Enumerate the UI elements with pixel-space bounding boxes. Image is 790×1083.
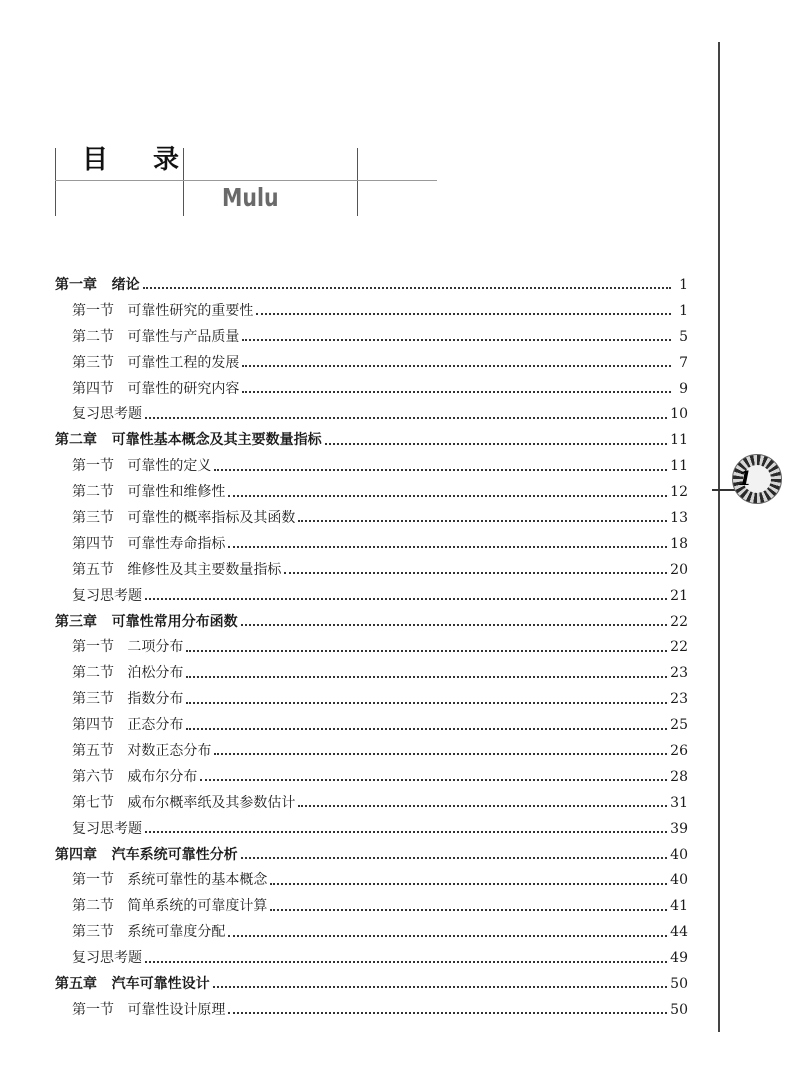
toc-entry-page: 50 xyxy=(670,1001,688,1018)
toc-section-entry[interactable] xyxy=(55,920,688,946)
toc-leader-dots xyxy=(256,312,671,315)
toc-entry-page: 40 xyxy=(670,872,688,889)
toc-entry-page: 11 xyxy=(670,458,688,475)
toc-leader-dots xyxy=(186,727,667,730)
page-title: 目 录 xyxy=(82,145,198,175)
toc-entry-label: 复习思考题 xyxy=(72,820,142,837)
toc-section-entry[interactable] xyxy=(55,661,688,687)
toc-entry-page: 1 xyxy=(679,277,688,293)
toc-leader-dots xyxy=(325,442,668,445)
toc-entry-label: 第一节 可靠性设计原理 xyxy=(72,1001,226,1018)
toc-entry-page: 28 xyxy=(670,768,688,785)
toc-entry-label: 第一节 二项分布 xyxy=(72,639,184,656)
toc-section-entry[interactable] xyxy=(55,351,688,377)
toc-leader-dots xyxy=(241,623,668,626)
toc-leader-dots xyxy=(145,416,667,419)
toc-entry-label: 第二节 可靠性与产品质量 xyxy=(72,328,240,345)
toc-chapter-entry[interactable] xyxy=(55,972,688,998)
toc-entry-page: 9 xyxy=(679,380,688,397)
toc-entry-page: 26 xyxy=(670,743,688,760)
toc-leader-dots xyxy=(200,778,667,781)
toc-entry-page: 22 xyxy=(670,639,688,656)
toc-leader-dots xyxy=(284,571,667,574)
toc-leader-dots xyxy=(214,752,667,755)
toc-entry-label: 第四节 正态分布 xyxy=(72,717,184,734)
page-number: 1 xyxy=(738,466,752,490)
toc-entry-page: 1 xyxy=(679,302,688,319)
toc-entry-label: 第四节 可靠性寿命指标 xyxy=(72,535,226,552)
toc-section-entry[interactable] xyxy=(55,506,688,532)
toc-section-entry[interactable] xyxy=(55,299,688,325)
toc-entry-label: 第五节 对数正态分布 xyxy=(72,743,212,760)
header-divider xyxy=(357,148,358,216)
toc-section-entry[interactable] xyxy=(55,998,688,1024)
toc-entry-page: 13 xyxy=(670,510,688,527)
toc-entry-label: 复习思考题 xyxy=(72,587,142,604)
toc-leader-dots xyxy=(213,985,668,988)
toc-chapter-entry[interactable] xyxy=(55,273,688,299)
toc-entry-label: 第四节 可靠性的研究内容 xyxy=(72,380,240,397)
toc-entry-page: 44 xyxy=(670,924,688,941)
toc-entry-page: 7 xyxy=(679,354,688,371)
toc-section-entry[interactable] xyxy=(55,687,688,713)
toc-entry-label: 第六节 威布尔分布 xyxy=(72,768,198,785)
toc-entry-label: 第二节 简单系统的可靠度计算 xyxy=(72,898,268,915)
toc-leader-dots xyxy=(298,519,667,522)
toc-entry-page: 40 xyxy=(670,846,688,863)
toc-entry-label: 第四章 汽车系统可靠性分析 xyxy=(55,846,238,863)
toc-section-entry[interactable] xyxy=(55,480,688,506)
toc-leader-dots xyxy=(186,701,667,704)
toc-leader-dots xyxy=(228,545,667,548)
toc-leader-dots xyxy=(242,390,671,393)
toc-section-entry[interactable] xyxy=(55,946,688,972)
toc-entry-page: 11 xyxy=(670,432,688,449)
toc-section-entry[interactable] xyxy=(55,817,688,843)
toc-entry-label: 第三章 可靠性常用分布函数 xyxy=(55,613,238,630)
header-divider xyxy=(55,148,56,216)
toc-leader-dots xyxy=(214,468,667,471)
toc-chapter-entry[interactable] xyxy=(55,428,688,454)
toc-entry-label: 第五章 汽车可靠性设计 xyxy=(55,976,210,993)
toc-entry-label: 第三节 系统可靠度分配 xyxy=(72,924,226,941)
toc-leader-dots xyxy=(186,649,667,652)
toc-leader-dots xyxy=(145,960,667,963)
toc-leader-dots xyxy=(270,908,667,911)
toc-entry-label: 复习思考题 xyxy=(72,950,142,967)
toc-entry-label: 第二节 泊松分布 xyxy=(72,665,184,682)
margin-rule xyxy=(718,42,720,1032)
toc-entry-page: 20 xyxy=(670,561,688,578)
page-subtitle: Mulu xyxy=(222,183,279,212)
toc-entry-page: 23 xyxy=(670,691,688,708)
toc-section-entry[interactable] xyxy=(55,868,688,894)
toc-leader-dots xyxy=(270,882,667,885)
toc-entry-page: 5 xyxy=(679,328,688,345)
toc-section-entry[interactable] xyxy=(55,532,688,558)
toc-section-entry[interactable] xyxy=(55,558,688,584)
toc-entry-page: 31 xyxy=(670,794,688,811)
toc-leader-dots xyxy=(145,830,667,833)
toc-entry-page: 23 xyxy=(670,665,688,682)
toc-entry-label: 第五节 维修性及其主要数量指标 xyxy=(72,561,282,578)
toc-entry-page: 22 xyxy=(670,613,688,630)
toc-entry-label: 第三节 可靠性的概率指标及其函数 xyxy=(72,510,296,527)
toc-entry-label: 第一节 可靠性研究的重要性 xyxy=(72,302,254,319)
toc-entry-label: 第一节 可靠性的定义 xyxy=(72,458,212,475)
toc-leader-dots xyxy=(242,364,671,367)
toc-leader-dots xyxy=(298,804,667,807)
toc-entry-page: 49 xyxy=(670,950,688,967)
toc-entry-page: 39 xyxy=(670,820,688,837)
toc-entry-label: 第二章 可靠性基本概念及其主要数量指标 xyxy=(55,432,322,449)
toc-entry-page: 18 xyxy=(670,535,688,552)
toc-entry-label: 第一节 系统可靠性的基本概念 xyxy=(72,872,268,889)
toc-section-entry[interactable] xyxy=(55,584,688,610)
toc-leader-dots xyxy=(228,1011,667,1014)
toc-leader-dots xyxy=(242,338,671,341)
toc-entry-page: 25 xyxy=(670,717,688,734)
toc-entry-page: 21 xyxy=(670,587,688,604)
toc-chapter-entry[interactable] xyxy=(55,843,688,869)
toc-entry-label: 第一章 绪论 xyxy=(55,277,140,293)
table-of-contents xyxy=(55,273,688,1024)
toc-leader-dots xyxy=(228,494,667,497)
toc-leader-dots xyxy=(241,856,668,859)
toc-section-entry[interactable] xyxy=(55,713,688,739)
toc-leader-dots xyxy=(186,675,667,678)
toc-entry-page: 41 xyxy=(670,898,688,915)
toc-entry-label: 第三节 指数分布 xyxy=(72,691,184,708)
toc-leader-dots xyxy=(145,597,667,600)
toc-section-entry[interactable] xyxy=(55,325,688,351)
toc-section-entry[interactable] xyxy=(55,454,688,480)
toc-entry-page: 50 xyxy=(670,976,688,993)
toc-leader-dots xyxy=(143,286,671,289)
toc-entry-label: 复习思考题 xyxy=(72,406,142,423)
toc-section-entry[interactable] xyxy=(55,791,688,817)
toc-entry-label: 第三节 可靠性工程的发展 xyxy=(72,354,240,371)
toc-leader-dots xyxy=(228,934,667,937)
toc-section-entry[interactable] xyxy=(55,765,688,791)
toc-section-entry[interactable] xyxy=(55,739,688,765)
toc-section-entry[interactable] xyxy=(55,635,688,661)
toc-section-entry[interactable] xyxy=(55,402,688,428)
toc-section-entry[interactable] xyxy=(55,377,688,403)
toc-entry-page: 10 xyxy=(670,406,688,423)
toc-entry-page: 12 xyxy=(670,484,688,501)
toc-section-entry[interactable] xyxy=(55,894,688,920)
toc-chapter-entry[interactable] xyxy=(55,610,688,636)
toc-entry-label: 第二节 可靠性和维修性 xyxy=(72,484,226,501)
toc-entry-label: 第七节 威布尔概率纸及其参数估计 xyxy=(72,794,296,811)
